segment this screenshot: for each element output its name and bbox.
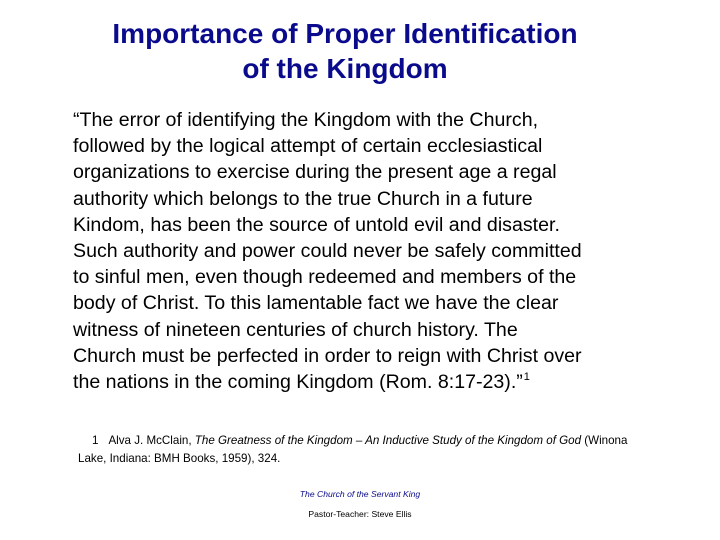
quote-line: authority which belongs to the true Church in a future — [73, 187, 533, 210]
quote-line: to sinful men, even though redeemed and members of the — [73, 266, 577, 289]
footnote-number: 1 — [92, 434, 99, 447]
footnote-marker: 1 — [523, 371, 530, 384]
quote-line: Such authority and power could never be safely committed — [73, 240, 582, 263]
footnote — [78, 432, 658, 468]
footnote-book-title: The Greatness of the Kingdom – An Inductive Study of the Kingdom of God — [194, 434, 582, 447]
quote-line: organizations to exercise during the present age a regal — [73, 161, 557, 184]
footer-pastor: Pastor-Teacher: Steve Ellis — [308, 509, 412, 519]
quote-line: Church must be perfected in order to reign with Christ over — [73, 344, 582, 367]
footnote-author: Alva J. McClain, — [108, 434, 195, 447]
quote-line: witness of nineteen centuries of church history. The — [73, 318, 518, 341]
footnote-publication: (Winona Lake, Indiana: BMH Books, 1959), 324. — [78, 434, 628, 465]
slide-title — [40, 16, 650, 86]
quote-line: body of Christ. To this lamentable fact we have the clear — [73, 292, 559, 315]
slide-title-line-1: Importance of Proper Identification — [112, 18, 578, 49]
quote-line: “The error of identifying the Kingdom with the Church, — [73, 109, 539, 131]
slide-title-line-2: of the Kingdom — [242, 53, 448, 84]
quote-line: Kindom, has been the source of untold evil and disaster. — [73, 213, 560, 236]
quote-line: followed by the logical attempt of certain ecclesiastical — [73, 135, 543, 158]
footer-series-title: The Church of the Servant King — [299, 489, 421, 499]
quote-line: the nations in the coming Kingdom (Rom. 8:17-23).” — [73, 371, 523, 394]
quote-block — [73, 107, 673, 395]
